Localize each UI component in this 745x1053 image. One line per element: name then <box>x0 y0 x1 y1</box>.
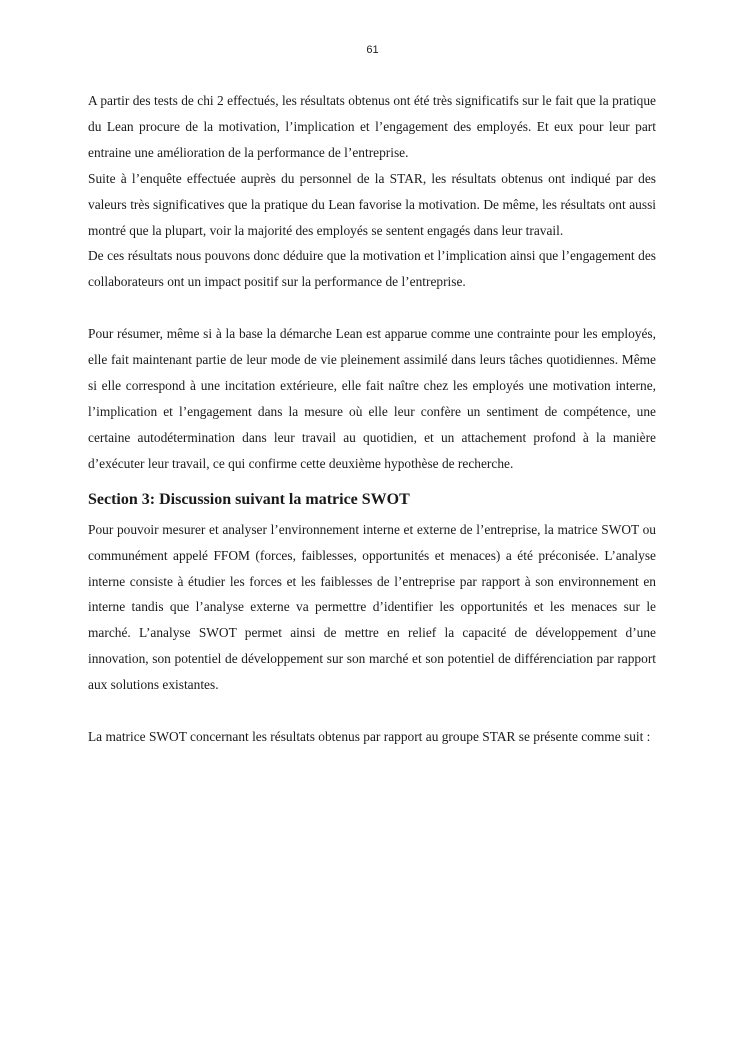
paragraph-chi2-results: A partir des tests de chi 2 effectués, les résultats obtenus ont été très significatifs sur le fait que la pratique du Lean procure de la motivation, l’implication et l’engagement des employés. Et eux pour leur part entraine une amélioration de la performance de l’entreprise. <box>88 93 656 160</box>
section-heading: Section 3: Discussion suivant la matrice SWOT <box>88 490 410 508</box>
page-number: 61 <box>366 44 379 56</box>
paragraph-swot-matrix-intro: La matrice SWOT concernant les résultats obtenus par rapport au groupe STAR se présente comme suit : <box>88 729 651 745</box>
paragraph-survey-results: Suite à l’enquête effectuée auprès du personnel de la STAR, les résultats obtenus ont indiqué par des valeurs très significatives que la pratique du Lean favorise la motivation. De même, les résultats ont aussi montré que la plupart, voir la majorité des employés se sentent engagés dans leur travail. <box>88 170 656 238</box>
paragraph-spacer <box>88 295 656 321</box>
page-body <box>88 88 656 750</box>
paragraph-swot-intro: Pour pouvoir mesurer et analyser l’environnement interne et externe de l’entreprise, la matrice SWOT ou communément appelé FFOM (forces, faiblesses, opportunités et menaces) a été préconisée. L’analyse interne consiste à étudier les forces et les faiblesses de l’entreprise par rapport à son environnement en interne tandis que l’analyse externe va permettre d’identifier les opportunités et les menaces sur le marché. L’analyse SWOT permet ainsi de mettre en relief la capacité de développement d’une innovation, son potentiel de développement sur son marché et son potentiel de différenciation par rapport aux solutions existantes. <box>88 521 656 693</box>
paragraph-deduction: De ces résultats nous pouvons donc déduire que la motivation et l’implication ainsi que l’engagement des collaborateurs ont un impact positif sur la performance de l’entreprise. <box>88 248 656 290</box>
paragraph-spacer <box>88 698 656 724</box>
paragraph-summary: Pour résumer, même si à la base la démarche Lean est apparue comme une contrainte pour les employés, elle fait maintenant partie de leur mode de vie pleinement assimilé dans leurs tâches quotidiennes. Même si elle correspond à une incitation extérieure, elle fait naître chez les employés une motivation interne, l’implication et l’engagement dans la mesure où elle leur confère un sentiment de compétence, une certaine autodétermination dans leur travail au quotidien, et un attachement profond à la manière d’exécuter leur travail, ce qui confirme cette deuxième hypothèse de recherche. <box>88 326 656 471</box>
